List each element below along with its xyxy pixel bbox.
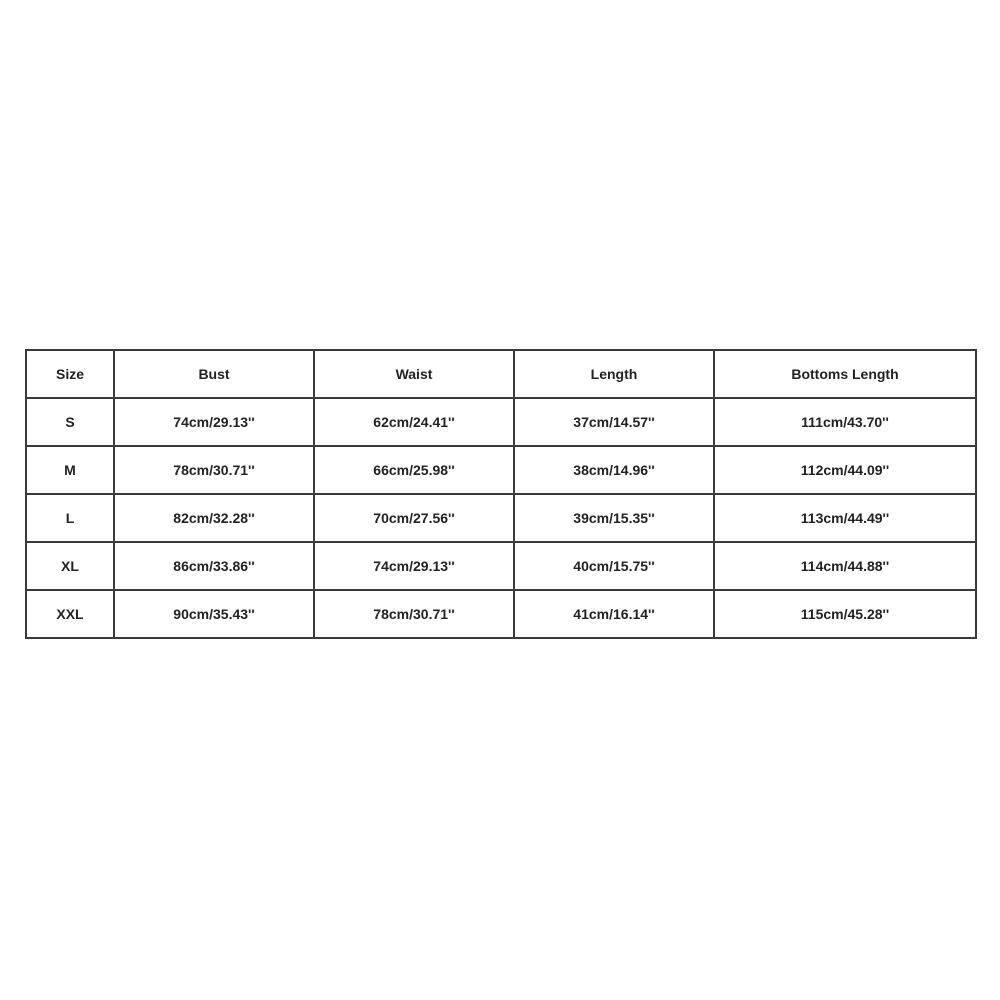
cell-waist: 66cm/25.98'' [314, 446, 514, 494]
cell-size: XL [26, 542, 114, 590]
cell-length: 37cm/14.57'' [514, 398, 714, 446]
cell-size: XXL [26, 590, 114, 638]
cell-size: M [26, 446, 114, 494]
cell-bust: 78cm/30.71'' [114, 446, 314, 494]
header-length: Length [514, 350, 714, 398]
cell-bust: 86cm/33.86'' [114, 542, 314, 590]
cell-length: 38cm/14.96'' [514, 446, 714, 494]
header-bottoms-length: Bottoms Length [714, 350, 976, 398]
cell-length: 41cm/16.14'' [514, 590, 714, 638]
cell-waist: 62cm/24.41'' [314, 398, 514, 446]
header-waist: Waist [314, 350, 514, 398]
size-chart-table [25, 349, 977, 639]
header-size: Size [26, 350, 114, 398]
table-row [26, 590, 976, 638]
cell-bottoms-length: 111cm/43.70'' [714, 398, 976, 446]
table-row [26, 494, 976, 542]
table-row [26, 398, 976, 446]
cell-waist: 70cm/27.56'' [314, 494, 514, 542]
cell-size: S [26, 398, 114, 446]
cell-length: 40cm/15.75'' [514, 542, 714, 590]
cell-bottoms-length: 112cm/44.09'' [714, 446, 976, 494]
cell-bottoms-length: 115cm/45.28'' [714, 590, 976, 638]
cell-bust: 90cm/35.43'' [114, 590, 314, 638]
table-header-row [26, 350, 976, 398]
header-bust: Bust [114, 350, 314, 398]
table-row [26, 446, 976, 494]
cell-length: 39cm/15.35'' [514, 494, 714, 542]
cell-size: L [26, 494, 114, 542]
cell-bust: 82cm/32.28'' [114, 494, 314, 542]
cell-waist: 78cm/30.71'' [314, 590, 514, 638]
cell-bottoms-length: 113cm/44.49'' [714, 494, 976, 542]
cell-bottoms-length: 114cm/44.88'' [714, 542, 976, 590]
cell-waist: 74cm/29.13'' [314, 542, 514, 590]
table-row [26, 542, 976, 590]
cell-bust: 74cm/29.13'' [114, 398, 314, 446]
